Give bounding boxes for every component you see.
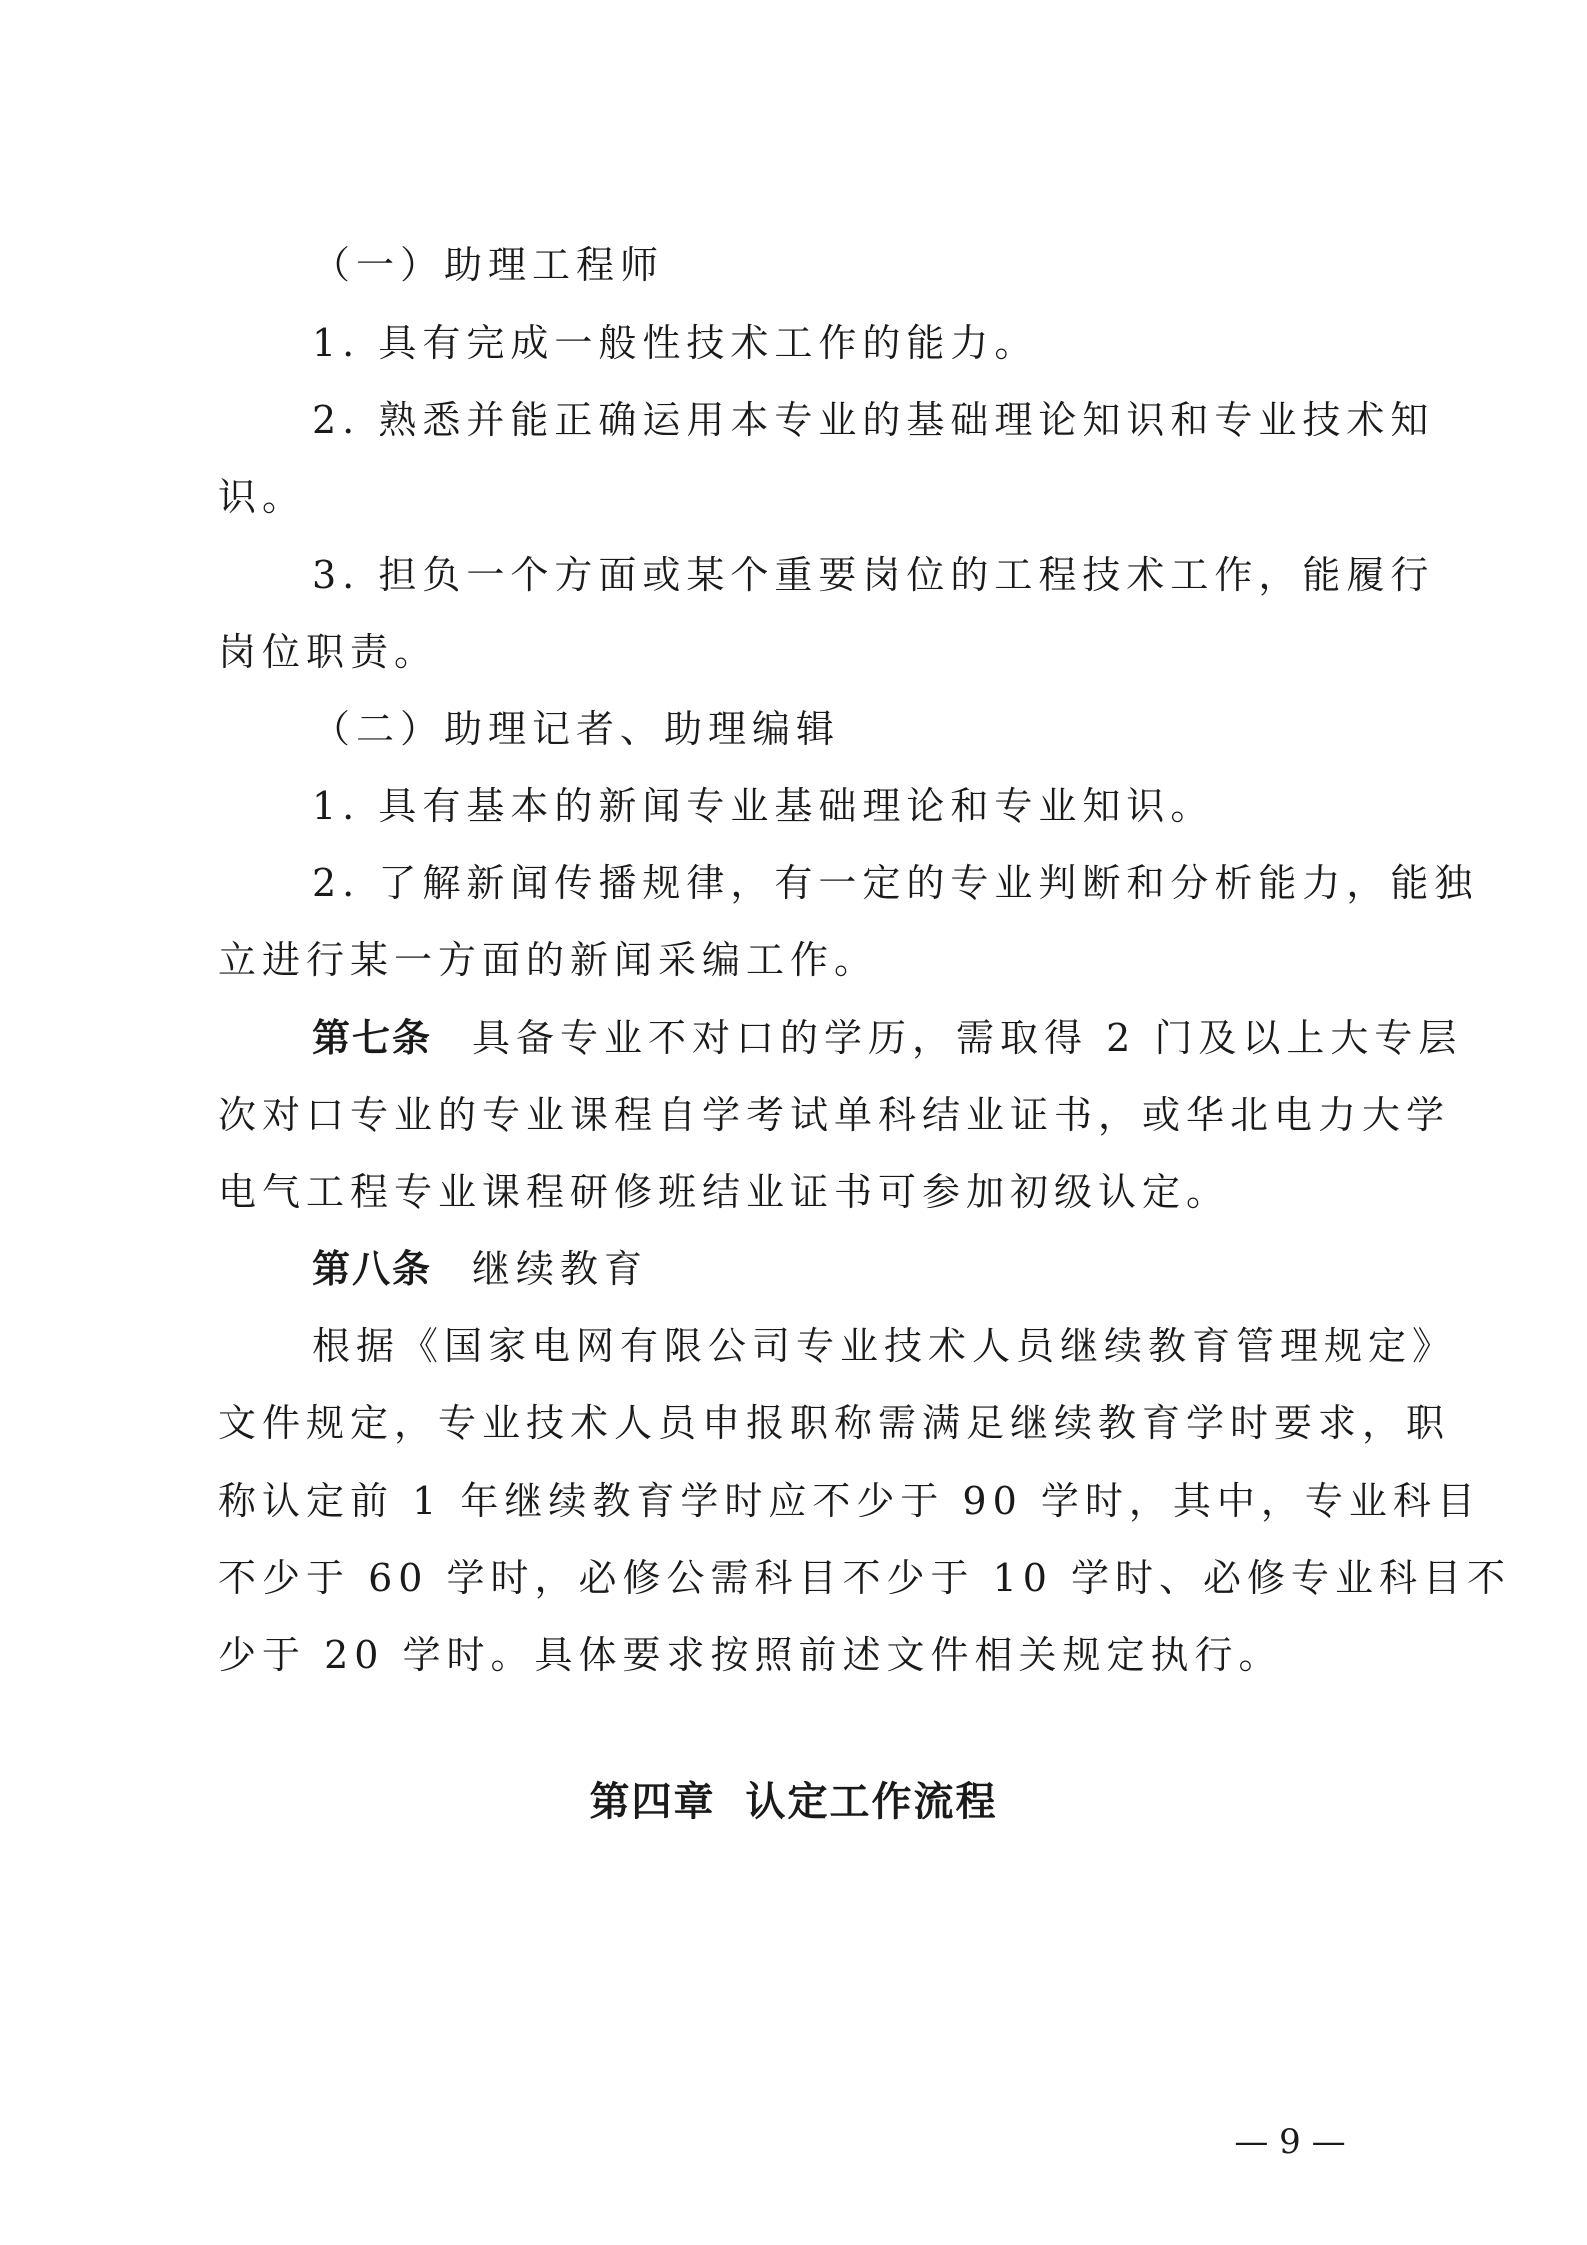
article-8-label: 第八条 [312, 1247, 433, 1291]
list-item: 3. 担负一个方面或某个重要岗位的工程技术工作，能履行 [312, 553, 1435, 597]
list-item-continuation: 岗位职责。 [218, 630, 439, 674]
article-8-line: 文件规定，专业技术人员申报职称需满足继续教育学时要求，职 [218, 1401, 1451, 1445]
list-item: 1. 具有完成一般性技术工作的能力。 [312, 321, 1039, 365]
article-8-line: 根据《国家电网有限公司专业技术人员继续教育管理规定》 [312, 1324, 1457, 1368]
article-8-line: 少于 20 学时。具体要求按照前述文件相关规定执行。 [218, 1633, 1283, 1677]
list-item: 2. 了解新闻传播规律，有一定的专业判断和分析能力，能独 [312, 861, 1479, 905]
article-7-line: 次对口专业的专业课程自学考试单科结业证书，或华北电力大学 [218, 1093, 1451, 1137]
page-number: — 9 — [1234, 2122, 1346, 2162]
article-7-text: 具备专业不对口的学历，需取得 2 门及以上大专层 [472, 1016, 1463, 1060]
chapter-heading [0, 1775, 1587, 1829]
list-item-continuation: 立进行某一方面的新闻采编工作。 [218, 938, 879, 982]
section-heading-assistant-journalist: （二）助理记者、助理编辑 [312, 707, 841, 751]
article-8-title: 继续教育 [472, 1247, 649, 1291]
section-heading-assistant-engineer: （一）助理工程师 [312, 243, 665, 287]
article-7-label: 第七条 [312, 1016, 433, 1060]
article-8-line: 不少于 60 学时，必修公需科目不少于 10 学时、必修专业科目不 [218, 1556, 1512, 1600]
chapter-title: 认定工作流程 [745, 1779, 998, 1825]
chapter-number: 第四章 [589, 1779, 716, 1825]
article-7-first-line [312, 1013, 1463, 1063]
article-8-heading [312, 1244, 1398, 1294]
list-item-continuation: 识。 [218, 475, 307, 519]
article-8-line: 称认定前 1 年继续教育学时应不少于 90 学时，其中，专业科目 [218, 1479, 1481, 1523]
list-item: 1. 具有基本的新闻专业基础理论和专业知识。 [312, 784, 1215, 828]
list-item: 2. 熟悉并能正确运用本专业的基础理论知识和专业技术知 [312, 398, 1435, 442]
article-7-line: 电气工程专业课程研修班结业证书可参加初级认定。 [218, 1170, 1231, 1214]
